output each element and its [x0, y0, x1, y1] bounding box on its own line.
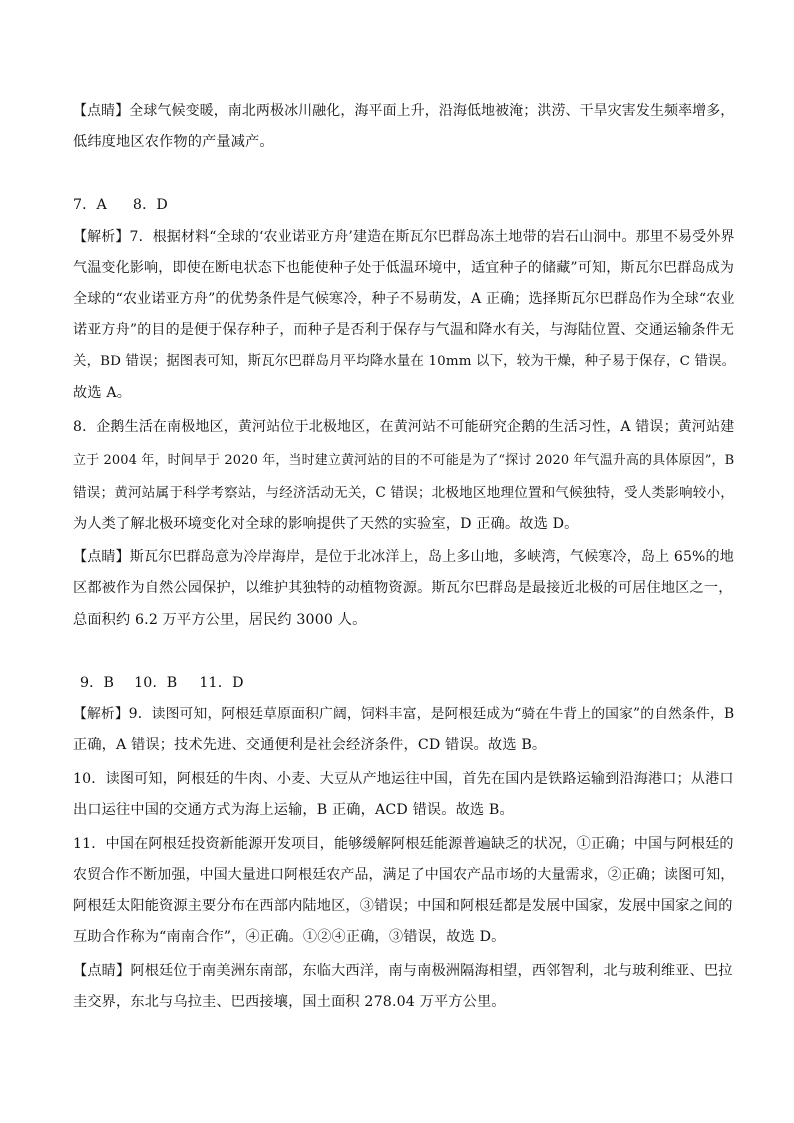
analysis-line: 【解析】7．根据材料“全球的‘农业诺亚方舟’建造在斯瓦尔巴群岛冻土地带的岩石山洞中。那里不易受外界	[73, 229, 735, 245]
tip-line: 【点睛】斯瓦尔巴群岛意为冷岸海岸，是位于北冰洋上，岛上多山地，多峡湾，气候寒冷，岛上 65%的地	[73, 549, 734, 565]
analysis-line: 出口运往中国的交通方式为海上运输，B 正确，ACD 错误。故选 B。	[73, 802, 514, 818]
analysis-line: 阿根廷太阳能资源主要分布在西部内陆地区，③错误；中国和阿根廷都是发展中国家，发展中国家之间的	[73, 898, 733, 914]
tip-line: 区都被作为自然公园保护，以维护其独特的动植物资源。斯瓦尔巴群岛是最接近北极的可居住地区之一，	[73, 580, 733, 596]
analysis-line: 10．读图可知，阿根廷的牛肉、小麦、大豆从产地运往中国，首先在国内是铁路运输到沿海港口；从港口	[73, 771, 734, 787]
tip-line-1: 【点睛】全球气候变暖，南北两极冰川融化，海平面上升，沿海低地被淹；洪涝、干旱灾害发生频率增多，	[73, 103, 735, 119]
analysis-line: 气温变化影响，即使在断电状态下也能使种子处于低温环境中，适宜种子的储藏”可知，斯瓦尔巴群岛成为	[73, 260, 735, 276]
analysis-line: 互助合作称为“南南合作”，④正确。①②④正确，③错误，故选 D。	[73, 929, 506, 945]
analysis-line: 诺亚方舟”的目的是便于保存种子，而种子是否利于保存与气温和降水有关，与海陆位置、交通运输条件无	[73, 322, 735, 338]
answer-row-9-11	[80, 673, 244, 693]
analysis-line: 错误；黄河站属于科学考察站，与经济活动无关，C 错误；北极地区地理位置和气候独特，受人类影响较小，	[73, 485, 734, 501]
analysis-line: 立于 2004 年，时间早于 2020 年，当时建立黄河站的目的不可能是为了“探讨 2020 年气温升高的具体原因”，B	[73, 453, 735, 468]
answer-9: 9．B	[80, 675, 115, 691]
tip-line: 总面积约 6.2 万平方公里，居民约 3000 人。	[73, 612, 367, 628]
tip-line: 圭交界，东北与乌拉圭、巴西接壤，国土面积 278.04 万平方公里。	[73, 994, 506, 1010]
answer-7: 7．A	[73, 197, 107, 213]
analysis-line: 8．企鹅生活在南极地区，黄河站位于北极地区，在黄河站不可能研究企鹅的生活习性，A 错误；黄河站建	[73, 419, 735, 435]
analysis-line: 为人类了解北极环境变化对全球的影响提供了天然的实验室，D 正确。故选 D。	[73, 516, 579, 532]
tip-line-2: 低纬度地区农作物的产量减产。	[73, 134, 274, 150]
answer-8: 8．D	[132, 197, 168, 213]
analysis-line: 11．中国在阿根廷投资新能源开发项目，能够缓解阿根廷能源普遍缺乏的状况，①正确；中国与阿根廷的	[73, 836, 734, 852]
analysis-line: 故选 A。	[73, 385, 132, 401]
analysis-line: 全球的“农业诺亚方舟”的优势条件是气候寒冷，种子不易萌发，A 正确；选择斯瓦尔巴群岛作为全球“农业	[73, 291, 735, 307]
answer-10: 10．B	[134, 675, 178, 691]
analysis-line: 正确，A 错误；技术先进、交通便利是社会经济条件，CD 错误。故选 B。	[73, 737, 547, 753]
tip-line: 【点睛】阿根廷位于南美洲东南部，东临大西洋，南与南极洲隔海相望，西邻智利，北与玻利维亚、巴拉	[73, 963, 733, 979]
answer-11: 11．D	[199, 675, 244, 691]
analysis-line: 【解析】9．读图可知，阿根廷草原面积广阔，饲料丰富，是阿根廷成为“骑在牛背上的国家”的自然条件，B	[73, 706, 735, 722]
answer-row-7-8	[73, 195, 168, 215]
analysis-line: 关，BD 错误；据图表可知，斯瓦尔巴群岛月平均降水量在 10mm 以下，较为干燥，种子易于保存，C 错误。	[73, 354, 736, 369]
analysis-line: 农贸合作不断加强，中国大量进口阿根廷农产品，满足了中国农产品市场的大量需求，②正确；读图可知，	[73, 867, 735, 883]
